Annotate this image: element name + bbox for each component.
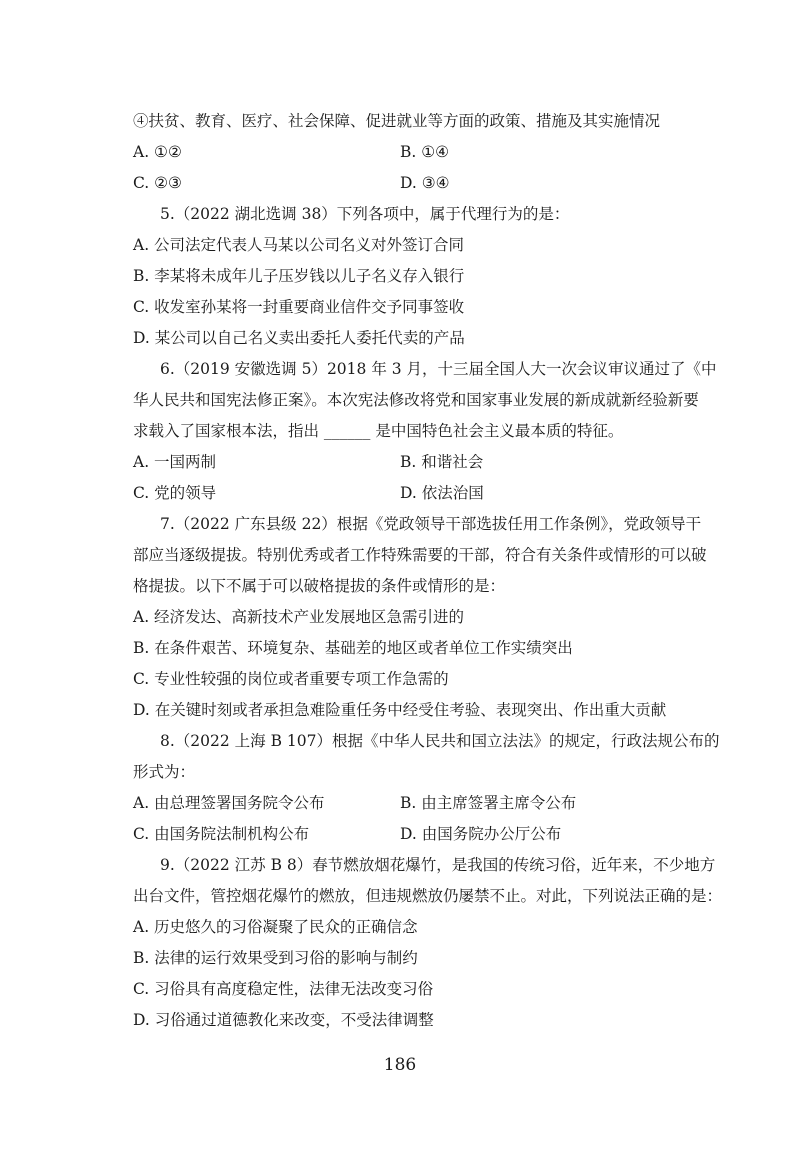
q7-stem-line-2: 部应当逐级提拔。特别优秀或者工作特殊需要的干部，符合有关条件或情形的可以破 <box>133 546 707 564</box>
q7-option-b: B. 在条件艰苦、环境复杂、基础差的地区或者单位工作实绩突出 <box>133 639 573 657</box>
q9-stem-line-1: 9.（2022 江苏 B 8）春节燃放烟花爆竹，是我国的传统习俗，近年来，不少地方 <box>160 856 716 874</box>
q9-option-d: D. 习俗通过道德教化来改变，不受法律调整 <box>133 1011 434 1029</box>
prev-option-4: ④扶贫、教育、医疗、社会保障、促进就业等方面的政策、措施及其实施情况 <box>133 112 661 130</box>
page-number: 186 <box>383 1055 417 1075</box>
q7-option-c: C. 专业性较强的岗位或者重要专项工作急需的 <box>133 670 449 688</box>
q7-stem-line-1: 7.（2022 广东县级 22）根据《党政领导干部选拔任用工作条例》，党政领导干 <box>160 515 702 533</box>
q5-option-c: C. 收发室孙某将一封重要商业信件交予同事签收 <box>133 298 465 316</box>
q8-option-d: D. 由国务院办公厅公布 <box>400 825 562 843</box>
q7-stem-line-3: 格提拔。以下不属于可以破格提拔的条件或情形的是： <box>133 577 506 595</box>
q5-option-b: B. 李某将未成年儿子压岁钱以儿子名义存入银行 <box>133 267 465 285</box>
q6-stem-line-1: 6.（2019 安徽选调 5）2018 年 3 月，十三届全国人大一次会议审议通过了《中 <box>160 360 717 378</box>
q5-option-d: D. 某公司以自己名义卖出委托人委托代卖的产品 <box>133 329 465 347</box>
q6-stem-line-3: 求载入了国家根本法，指出 ______ 是中国特色社会主义最本质的特征。 <box>133 422 624 440</box>
q5-option-a: A. 公司法定代表人马某以公司名义对外签订合同 <box>133 236 465 254</box>
q5-stem: 5.（2022 湖北选调 38）下列各项中，属于代理行为的是： <box>160 205 570 223</box>
q6-stem-line-2: 华人民共和国宪法修正案》。本次宪法修改将党和国家事业发展的新成就新经验新要 <box>133 391 699 409</box>
q6-option-a: A. 一国两制 <box>133 453 217 471</box>
prev-answer-d: D. ③④ <box>400 174 450 192</box>
q9-stem-line-2: 出台文件，管控烟花爆竹的燃放，但违规燃放仍屡禁不止。对此，下列说法正确的是： <box>133 887 723 905</box>
q9-option-c: C. 习俗具有高度稳定性，法律无法改变习俗 <box>133 980 434 998</box>
q7-option-d: D. 在关键时刻或者承担急难险重任务中经受住考验、表现突出、作出重大贡献 <box>133 701 667 719</box>
q7-option-a: A. 经济发达、高新技术产业发展地区急需引进的 <box>133 608 465 626</box>
q9-option-a: A. 历史悠久的习俗凝聚了民众的正确信念 <box>133 918 418 936</box>
q8-option-b: B. 由主席签署主席令公布 <box>400 794 577 812</box>
prev-answer-b: B. ①④ <box>400 143 450 161</box>
prev-answer-a: A. ①② <box>133 143 182 161</box>
q8-stem-line-1: 8.（2022 上海 B 107）根据《中华人民共和国立法法》的规定，行政法规公布的 <box>160 732 720 750</box>
q6-option-d: D. 依法治国 <box>400 484 484 502</box>
q6-option-c: C. 党的领导 <box>133 484 217 502</box>
q6-option-b: B. 和谐社会 <box>400 453 484 471</box>
q8-option-c: C. 由国务院法制机构公布 <box>133 825 310 843</box>
prev-answer-c: C. ②③ <box>133 174 182 192</box>
q8-option-a: A. 由总理签署国务院令公布 <box>133 794 325 812</box>
q9-option-b: B. 法律的运行效果受到习俗的影响与制约 <box>133 949 418 967</box>
q8-stem-line-2: 形式为： <box>133 763 196 781</box>
